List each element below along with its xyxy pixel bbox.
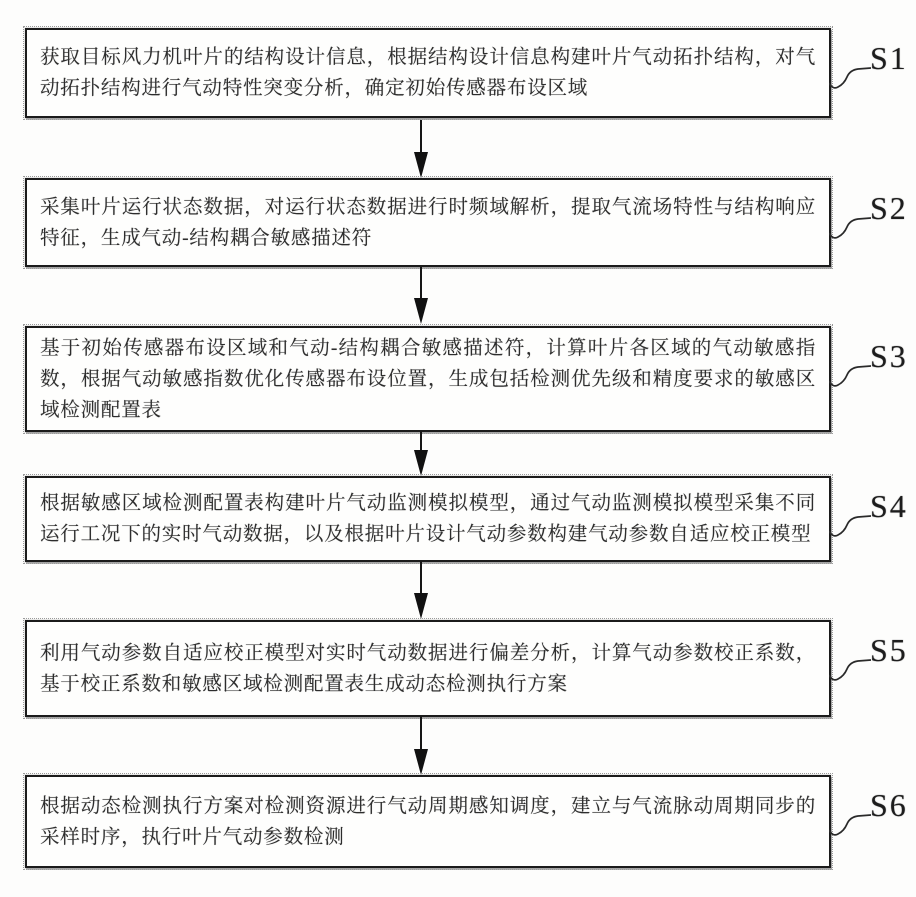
flow-arrow-down-1 [404, 120, 438, 178]
flow-arrow-down-5 [404, 716, 438, 775]
step-text-s3: 基于初始传感器布设区域和气动-结构耦合敏感描述符，计算叶片各区域的气动敏感指数，根据气动敏感指数优化传感器布设位置，生成包括检测优先级和精度要求的敏感区域检测配置表 [40, 337, 816, 421]
lead-line-s6 [829, 805, 871, 841]
arrow-shaft [420, 120, 422, 154]
arrow-head [414, 749, 428, 775]
flow-step-1 [25, 28, 916, 118]
step-label-s3: S3 [870, 338, 908, 374]
step-label-s6: S6 [870, 787, 908, 823]
step-text-s6: 根据动态检测执行方案对检测资源进行气动周期感知调度，建立与气流脉动周期同步的采样时序，执行叶片气动参数检测 [40, 795, 816, 848]
step-box-s2 [25, 178, 831, 267]
step-text-s4: 根据敏感区域检测配置表构建叶片气动监测模拟模型，通过气动监测模拟模型采集不同运行工况下的实时气动数据，以及根据叶片设计气动参数构建气动参数自适应校正模型 [40, 493, 816, 545]
arrow-shaft [420, 431, 422, 452]
flow-step-4 [25, 476, 916, 562]
step-label-s5: S5 [870, 632, 908, 668]
step-text-s2: 采集叶片运行状态数据，对运行状态数据进行时频域解析，提取气流场特性与结构响应特征，生成气动-结构耦合敏感描述符 [40, 196, 816, 249]
step-label-s4: S4 [870, 488, 908, 524]
flow-step-2 [25, 178, 916, 267]
flow-step-6 [25, 775, 916, 868]
lead-line-s2 [829, 208, 871, 244]
lead-line-s4 [829, 506, 871, 542]
flow-step-3 [25, 326, 916, 432]
lead-line-s1 [829, 58, 871, 94]
step-box-s6 [25, 775, 831, 868]
arrow-head [414, 298, 428, 324]
step-box-s3 [25, 326, 831, 432]
arrow-shaft [420, 267, 422, 300]
step-box-s4 [25, 476, 831, 562]
flow-arrow-down-3 [404, 431, 438, 476]
flow-step-5 [25, 620, 916, 717]
step-text-s5: 利用气动参数自适应校正模型对实时气动数据进行偏差分析，计算气动参数校正系数，基于校正系数和敏感区域检测配置表生成动态检测执行方案 [40, 642, 816, 695]
arrow-shaft [420, 716, 422, 751]
lead-line-s3 [829, 356, 871, 392]
arrow-head [414, 593, 428, 619]
step-box-s5 [25, 620, 831, 717]
flow-arrow-down-2 [404, 267, 438, 324]
step-text-s1: 获取目标风力机叶片的结构设计信息，根据结构设计信息构建叶片气动拓扑结构，对气动拓扑结构进行气动特性突变分析，确定初始传感器布设区域 [40, 47, 816, 99]
flow-arrow-down-4 [404, 561, 438, 619]
step-label-s1: S1 [870, 40, 908, 76]
step-label-s2: S2 [870, 190, 908, 226]
step-box-s1 [25, 28, 831, 118]
arrow-shaft [420, 561, 422, 595]
arrow-head [414, 450, 428, 476]
arrow-head [414, 152, 428, 178]
lead-line-s5 [829, 650, 871, 686]
